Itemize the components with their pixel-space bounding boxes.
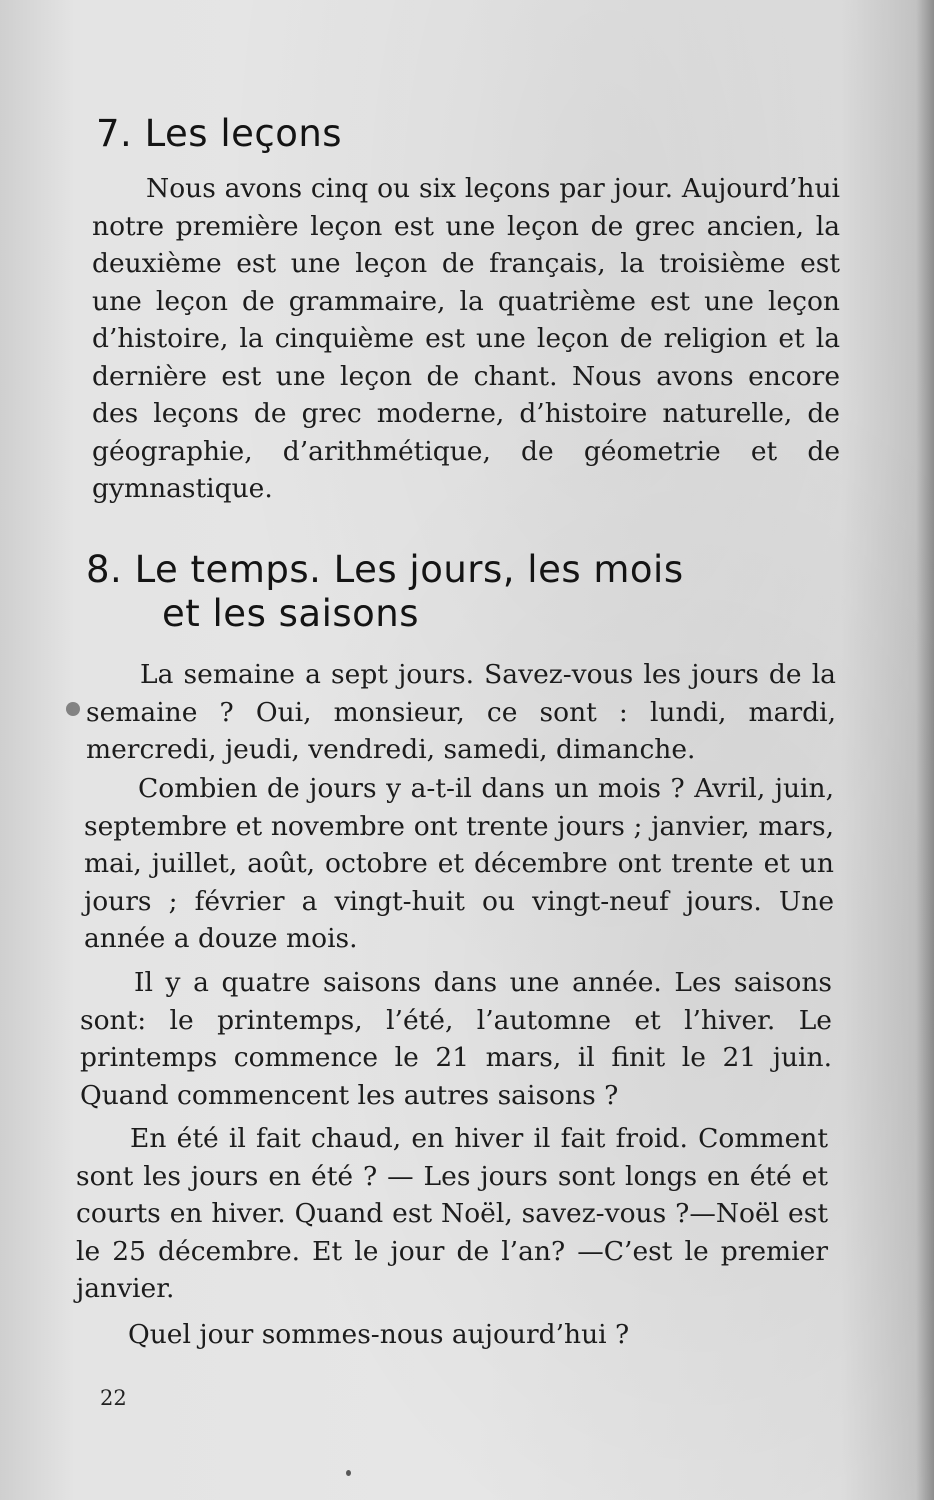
section-7-paragraph: Nous avons cinq ou six leçons par jour. Aujourd’hui notre première leçon est une leçon de grec ancien, la deuxième est une leçon de français, la troisième est une leçon de grammaire, la quatrième est une leçon d’histoire, la cinquième est une leçon de religion et la dernière est une leçon de chant. Nous avons encore des leçons de grec moderne, d’histoire naturelle, de géographie, d’arithmétique, de géometrie et de gymnastique. [92,173,840,504]
section-8-paragraph-4: En été il fait chaud, en hiver il fait froid. Comment sont les jours en été ? — Les jours sont longs en été et courts en hiver. Quand est Noël, savez-vous ?—Noël est le 25 décembre. Et le jour de l’an? —C’est le premier janvier. [76,1123,828,1304]
ink-speck [66,702,80,716]
section-8-heading-line1: 8. Le temps. Les jours, les mois [86,548,684,591]
ink-speck [346,1470,351,1476]
section-8-paragraph-5: Quel jour sommes-nous aujourd’hui ? [128,1319,630,1350]
section-8-heading-line2: et les saisons [162,592,419,635]
section-8-paragraph-1: La semaine a sept jours. Savez-vous les jours de la semaine ? Oui, monsieur, ce sont : lundi, mardi, mercredi, jeudi, vendredi, samedi, dimanche. [86,659,836,765]
page-number: 22 [100,1386,127,1410]
section-8-paragraph-3: Il y a quatre saisons dans une année. Les saisons sont: le printemps, l’été, l’automne et l’hiver. Le printemps commence le 21 mars, il finit le 21 juin. Quand commencent les autres saisons ? [80,967,832,1111]
section-8-paragraph-2: Combien de jours y a-t-il dans un mois ? Avril, juin, septembre et novembre ont trente jours ; janvier, mars, mai, juillet, août, octobre et décembre ont trente et un jours ; février a vingt-huit ou vingt-neuf jours. Une année a douze mois. [84,773,834,954]
page-edge-shadow [916,0,934,1500]
section-7-heading: 7. Les leçons [96,112,343,155]
section-8-heading [86,548,786,636]
